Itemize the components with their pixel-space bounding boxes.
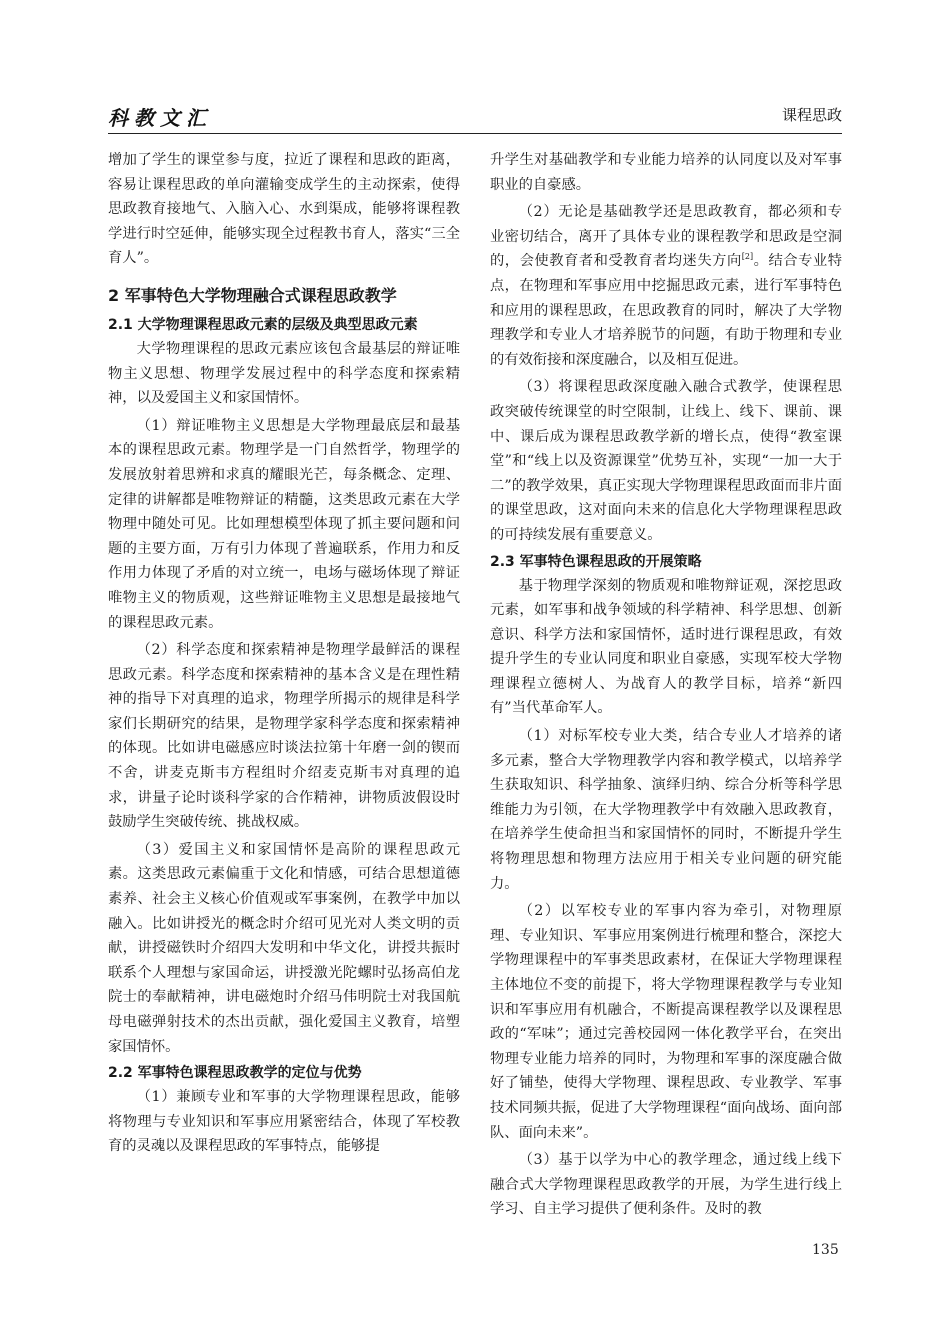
paragraph: （3）爱国主义和家国情怀是高阶的课程思政元素。这类思政元素偏重于文化和情感，可结合思想道德素养、社会主义核心价值观或军事案例，在教学中加以融入。比如讲授光的概念时介绍可见光对人类文明的贡献，讲授磁铁时介绍四大发明和中华文化，讲授共振时联系个人理想与家国命运，讲授激光陀螺时弘扬高伯龙院士的奉献精神，讲电磁炮时介绍马伟明院士对我国航母电磁弹射技术的杰出贡献，强化爱国主义教育，培塑家国情怀。 [108,841,460,1055]
paragraph: 大学物理课程的思政元素应该包含最基层的辩证唯物主义思想、物理学发展过程中的科学态度和探索精神，以及爱国主义和家国情怀。 [108,340,460,407]
paragraph-text: （2）无论是基础教学还是思政教育，都必须和专业密切结合，离开了具体专业的课程教学和思政是空洞的，会使教育者和受教育者均迷失方向 [490,204,842,270]
paragraph-text: 。结合专业特点，在物理和军事应用中挖掘思政元素，进行军事特色和应用的课程思政，在思政教育的同时，解决了大学物理教学和专业人才培养脱节的问题，有助于物理和专业的有效衔接和深度融合，以及相互促进。 [490,253,843,368]
section-name: 课程思政 [781,106,842,124]
paragraph: 增加了学生的课堂参与度，拉近了课程和思政的距离，容易让课程思政的单向灌输变成学生的主动探索，使得思政教育接地气、入脑入心、水到渠成，能够将课程教学进行时空延伸，能够实现全过程教书育人，落实“三全育人”。 [108,152,460,267]
paragraph: （2）科学态度和探索精神是物理学最鲜活的课程思政元素。科学态度和探索精神的基本含义是在理性精神的指导下对真理的追求，物理学所揭示的规律是科学家们长期研究的结果，是物理学家科学态度和探索精神的体现。比如讲电磁感应时谈法拉第十年磨一剑的锲而不舍，讲麦克斯韦方程组时介绍麦克斯韦对真理的追求，讲量子论时谈科学家的合作精神，讲物质波假设时鼓励学生突破传统、挑战权威。 [108,642,460,831]
subsection-heading: 2.2 军事特色课程思政教学的定位与优势 [108,1065,362,1082]
running-header [108,100,842,134]
citation-reference: [2] [741,252,754,262]
paragraph: （3）将课程思政深度融入融合式教学，使课程思政突破传统课堂的时空限制，让线上、线下、课前、课中、课后成为课程思政教学新的增长点，使得“教室课堂”和“线上以及资源课堂”优势互补，实现“一加一大于二”的教学效果，真正实现大学物理课程思政面而非片面的课堂思政，这对面向未来的信息化大学物理课程思政的可持续发展有重要意义。 [490,379,842,543]
paragraph: （1）兼顾专业和军事的大学物理课程思政，能够将物理与专业知识和军事应用紧密结合，体现了军校教育的灵魂以及课程思政的军事特点，能够提 [108,1089,460,1155]
subsection-heading: 2.1 大学物理课程思政元素的层级及典型思政元素 [108,316,418,333]
paragraph: 基于物理学深刻的物质观和唯物辩证观，深挖思政元素，如军事和战争领域的科学精神、科学思想、创新意识、科学方法和家国情怀，适时进行课程思政，有效提升学生的专业认同度和职业自豪感，实现军校大学物理课程立德树人、为战育人的教学目标，培养“新四有”当代革命军人。 [490,577,842,717]
paragraph: （3）基于以学为中心的教学理念，通过线上线下融合式大学物理课程思政教学的开展，为学生进行线上学习、自主学习提供了便利条件。及时的教 [490,1152,842,1218]
header-rule [108,133,842,134]
subsection-heading: 2.3 军事特色课程思政的开展策略 [490,553,702,570]
paragraph: 升学生对基础教学和专业能力培养的认同度以及对军事职业的自豪感。 [490,152,842,193]
section-heading: 2 军事特色大学物理融合式课程思政教学 [108,285,397,305]
paragraph: （1）对标军校专业大类，结合专业人才培养的诸多元素，整合大学物理教学内容和教学模式，以培养学生获取知识、科学抽象、演绎归纳、综合分析等科学思维能力为引领，在大学物理教学中有效融入思政教育，在培养学生使命担当和家国情怀的同时，不断提升学生将物理思想和物理方法应用于相关专业问题的研究能力。 [490,728,842,892]
journal-name: 科教文汇 [108,106,212,130]
paragraph: （1）辩证唯物主义思想是大学物理最底层和最基本的课程思政元素。物理学是一门自然哲学，物理学的发展放射着思辨和求真的耀眼光芒，每条概念、定理、定律的讲解都是唯物辩证的精髓，这类思政元素在大学物理中随处可见。比如理想模型体现了抓主要问题和问题的主要方面，万有引力体现了普遍联系，作用力和反作用力体现了矛盾的对立统一，电场与磁场体现了辩证唯物主义的物质观，这些辩证唯物主义思想是最接地气的课程思政元素。 [108,417,460,631]
paragraph: （2）以军校专业的军事内容为牵引，对物理原理、专业知识、军事应用案例进行梳理和整合，深挖大学物理课程中的军事类思政素材，在保证大学物理课程主体地位不变的前提下，将大学物理课程教学与专业知识和军事应用有机融合，不断提高课程教学以及课程思政的“军味”；通过完善校园网一体化教学平台，在突出物理专业能力培养的同时，为物理和军事的深度融合做好了铺垫，使得大学物理、课程思政、专业教学、军事技术同频共振，促进了大学物理课程“面向战场、面向部队、面向未来”。 [490,903,842,1141]
page-number: 135 [812,1242,839,1258]
right-column [490,148,842,1222]
paragraph [490,200,842,372]
left-column [108,148,460,1159]
